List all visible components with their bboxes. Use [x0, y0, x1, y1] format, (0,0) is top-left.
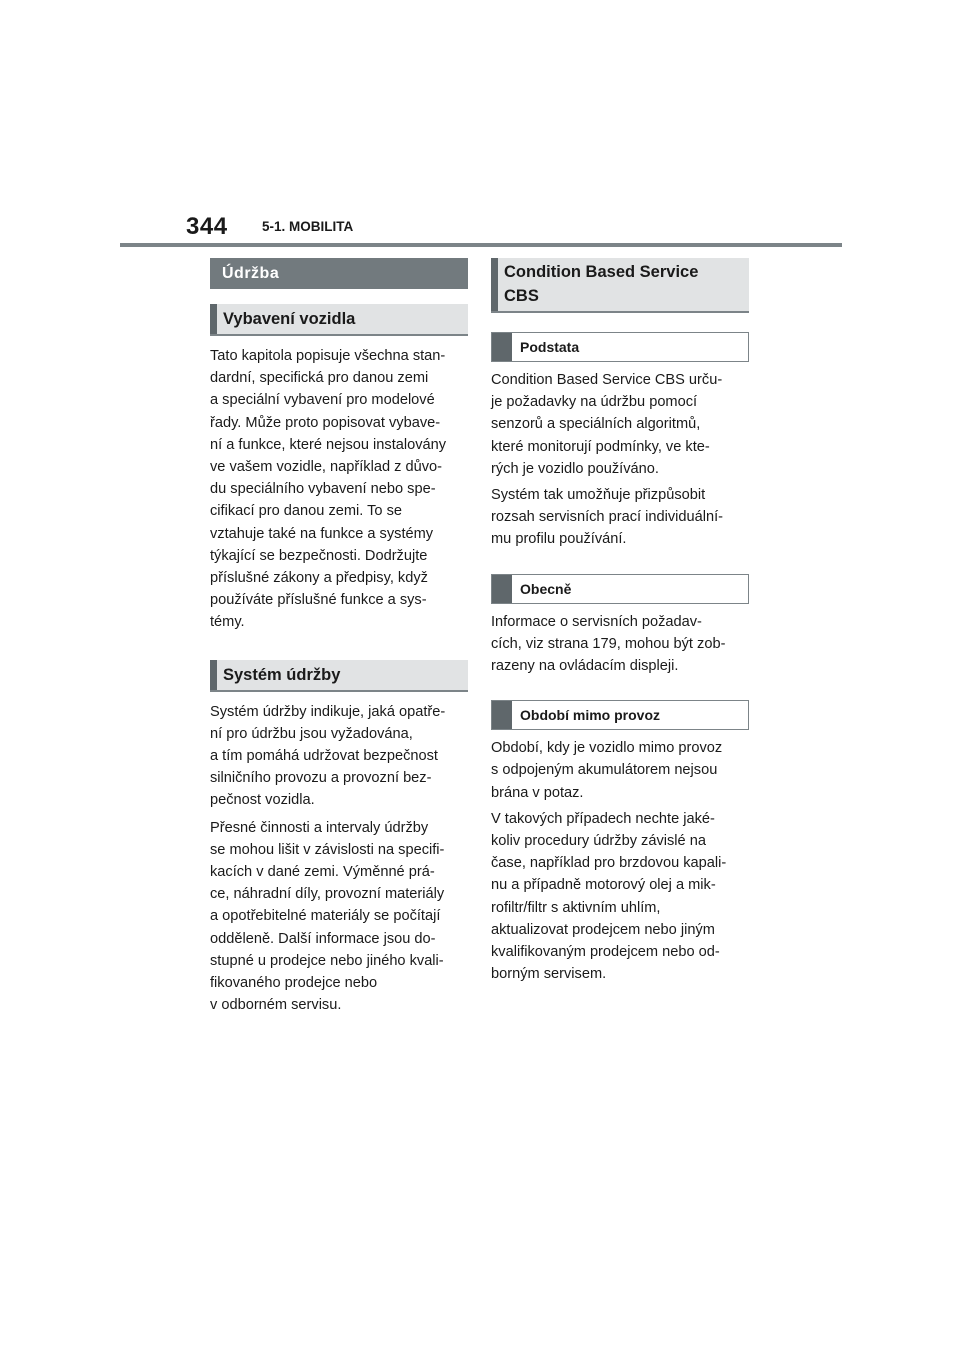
subheading-idle-period: Období mimo provoz: [491, 700, 749, 730]
paragraph-idle-1: Období, kdy je vozidlo mimo provoz s odpojeným akumulátorem nejsou brána v potaz.: [491, 740, 723, 801]
paragraph-basis-1: Condition Based Service CBS urču- je požadavky na údržbu pomocí senzorů a speciálních algoritmů, které monitorují podmínky, ve kte- rých je vozidlo používáno.: [491, 372, 723, 477]
heading-vehicle-equipment: Vybavení vozidla: [210, 304, 468, 336]
heading-maintenance-system: Systém údržby: [210, 660, 468, 692]
section-label: 5-1. MOBILITA: [262, 219, 354, 234]
paragraph-general: Informace o servisních požadav- cích, viz strana 179, mohou být zob- razeny na ovládacím displeji.: [491, 613, 726, 675]
subheading-basis: Podstata: [491, 332, 749, 362]
header-rule: [120, 243, 842, 247]
right-column: [491, 258, 749, 985]
paragraph-basis-2: Systém tak umožňuje přizpůsobit rozsah servisních prací individuální- mu profilu používání.: [491, 487, 723, 548]
paragraph-vehicle-equipment: Tato kapitola popisuje všechna stan- dardní, specifická pro danou zemi a speciální vybavení pro modelové řady. Může proto popisovat vybave- ní a funkce, které nejsou instalovány ve vašem vozidle, například z důvo- du speciálního vybavení nebo spe- cifikací pro danou zemi. To se vztahuje také na funkce a systémy týkající se bezpečnosti. Dodržujte příslušné zákony a předpisy, když používáte příslušné funkce a sys- témy.: [210, 348, 447, 631]
heading-cbs: Condition Based Service CBS: [491, 258, 749, 313]
page-number: 344: [186, 213, 228, 240]
paragraph-maintenance-system-2: Přesné činnosti a intervaly údržby se mohou lišit v závislosti na specifi- kacích v dané zemi. Výměnné prá- ce, náhradní díly, provozní materiály a opotřebitelné materiály se počítají odděleně. Další informace jsou do- stupné u prodejce nebo jiného kvali- fikovaného prodejce nebo v odborném servisu.: [210, 819, 445, 1014]
chapter-title: Údržba: [210, 258, 468, 289]
left-column: [210, 258, 468, 1016]
paragraph-maintenance-system-1: Systém údržby indikuje, jaká opatře- ní pro údržbu jsou vyžadována, a tím pomáhá udržovat bezpečnost silničního provozu a provozní bez- pečnost vozidla.: [210, 703, 446, 809]
subheading-general: Obecně: [491, 574, 749, 604]
paragraph-idle-2: V takových případech nechte jaké- koliv procedury údržby závislé na čase, například pro brzdovou kapali- nu a případně motorový olej a mik- rofiltr/filtr s aktivním uhlím, aktualizovat prodejcem nebo jiným kvalifikovaným prodejcem nebo od- borným servisem.: [491, 810, 727, 983]
